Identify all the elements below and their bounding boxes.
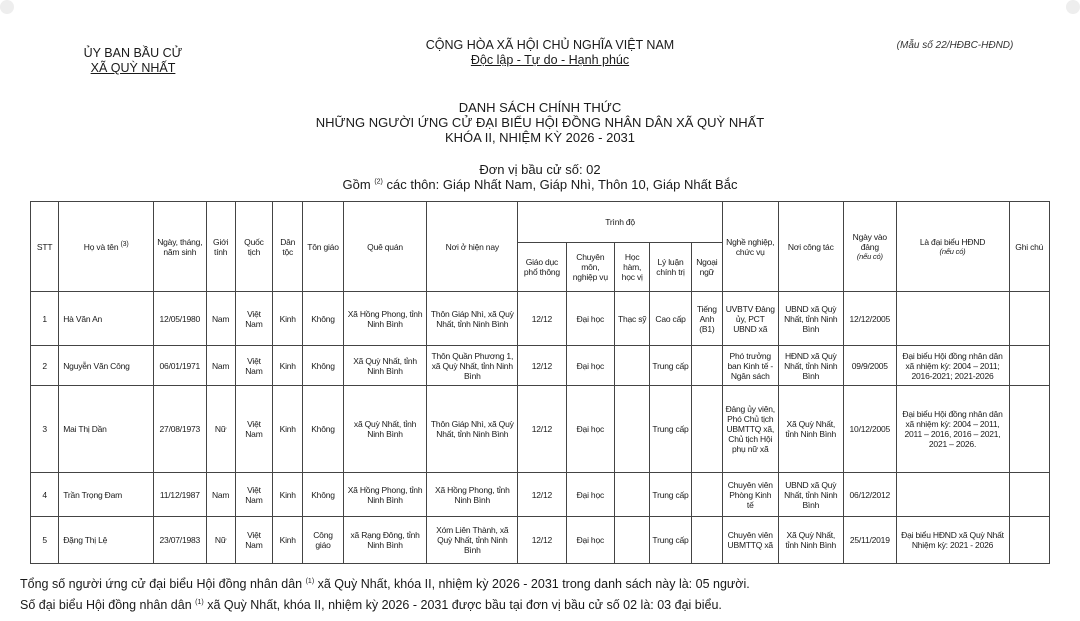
candidate-rows — [31, 292, 1050, 564]
cell-specialty: Đại học — [566, 517, 614, 564]
col-header-party-date — [844, 202, 896, 292]
cell-party-date: 09/9/2005 — [844, 346, 896, 386]
table-row — [31, 292, 1050, 346]
unit-villages — [240, 177, 840, 192]
cell-academic — [615, 346, 650, 386]
cell-political: Cao cấp — [650, 292, 691, 346]
cell-gender: Nữ — [206, 517, 235, 564]
footer2-text-b: xã Quỳ Nhất, khóa II, nhiệm kỳ 2026 - 2031 được bầu tại đơn vị bầu cử số 02 là: 03 đại biểu. — [203, 598, 722, 612]
col-header-specialty: Chuyên môn, nghiệp vụ — [566, 243, 614, 292]
col-header-note: Ghi chú — [1009, 202, 1050, 292]
national-motto: Độc lập - Tự do - Hạnh phúc — [470, 53, 630, 67]
col-header-dob: Ngày, tháng, năm sinh — [154, 202, 206, 292]
cell-hometown: xã Quỳ Nhất, tỉnh Ninh Bình — [343, 386, 427, 473]
cell-dob: 27/08/1973 — [154, 386, 206, 473]
cell-political: Trung cấp — [650, 346, 691, 386]
cell-occupation: Chuyên viên UBMTTQ xã — [723, 517, 778, 564]
cell-delegate: Đại biểu Hội đồng nhân dân xã nhiệm kỳ: 2004 – 2011; 2016-2021; 2021-2026 — [896, 346, 1009, 386]
cell-workplace: UBND xã Quỳ Nhất, tỉnh Ninh Bình — [778, 473, 844, 517]
cell-general-edu: 12/12 — [518, 346, 566, 386]
cell-stt: 5 — [31, 517, 59, 564]
cell-occupation: Phó trưởng ban Kinh tế - Ngân sách — [723, 346, 778, 386]
cell-religion: Không — [303, 473, 343, 517]
cell-note — [1009, 386, 1050, 473]
electoral-unit — [240, 162, 840, 192]
cell-religion: Không — [303, 346, 343, 386]
cell-political: Trung cấp — [650, 473, 691, 517]
table-row — [31, 386, 1050, 473]
col-header-general-edu: Giáo dục phổ thông — [518, 243, 566, 292]
cell-occupation: Đảng ủy viên, Phó Chủ tịch UBMTTQ xã, Chủ tịch Hội phụ nữ xã — [723, 386, 778, 473]
cell-stt: 1 — [31, 292, 59, 346]
col-header-stt: STT — [31, 202, 59, 292]
footer-total-candidates — [20, 577, 750, 592]
col-header-religion: Tôn giáo — [303, 202, 343, 292]
cell-nationality: Việt Nam — [235, 292, 272, 346]
cell-dob: 11/12/1987 — [154, 473, 206, 517]
cell-residence: Thôn Giáp Nhì, xã Quỳ Nhất, tỉnh Ninh Bình — [427, 292, 518, 346]
cell-hometown: Xã Hồng Phong, tỉnh Ninh Bình — [343, 292, 427, 346]
cell-general-edu: 12/12 — [518, 473, 566, 517]
footer1-footnote: (1) — [305, 577, 315, 585]
cell-ethnicity: Kinh — [273, 292, 303, 346]
title-line3: KHÓA II, NHIỆM KỲ 2026 - 2031 — [444, 130, 636, 145]
cell-specialty: Đại học — [566, 386, 614, 473]
issuing-authority — [78, 46, 188, 76]
cell-delegate: Đại biểu HĐND xã Quỳ Nhất Nhiệm kỳ: 2021 - 2026 — [896, 517, 1009, 564]
cell-delegate — [896, 292, 1009, 346]
footer1-text-b: xã Quỳ Nhất, khóa II, nhiệm kỳ 2026 - 2031 trong danh sách này là: 05 người. — [314, 577, 750, 591]
cell-residence: Xóm Liên Thành, xã Quỳ Nhất, tỉnh Ninh Bình — [427, 517, 518, 564]
cell-residence: Xã Hồng Phong, tỉnh Ninh Bình — [427, 473, 518, 517]
cell-foreign-lang — [691, 473, 722, 517]
cell-hometown: xã Rạng Đông, tỉnh Ninh Bình — [343, 517, 427, 564]
unit-villages-list: các thôn: Giáp Nhất Nam, Giáp Nhì, Thôn 10, Giáp Nhất Bắc — [382, 177, 738, 192]
cell-party-date: 10/12/2005 — [844, 386, 896, 473]
cell-gender: Nam — [206, 473, 235, 517]
footer2-footnote: (1) — [195, 598, 204, 606]
nation-name: CỘNG HÒA XÃ HỘI CHỦ NGHĨA VIỆT NAM — [425, 38, 675, 52]
window-corner-right — [1066, 0, 1080, 14]
national-header — [380, 38, 720, 68]
cell-occupation: UVBTV Đảng ủy, PCT UBND xã — [723, 292, 778, 346]
footer-elected-count — [20, 598, 722, 613]
cell-name: Mai Thị Dần — [59, 386, 154, 473]
party-date-label: Ngày vào đảng — [852, 231, 887, 252]
candidate-table — [30, 201, 1050, 564]
unit-footnote-mark: (2) — [374, 178, 383, 186]
table-row — [31, 473, 1050, 517]
col-header-education: Trình độ — [518, 202, 723, 243]
cell-foreign-lang — [691, 517, 722, 564]
title-line2: NHỮNG NGƯỜI ỨNG CỬ ĐẠI BIỂU HỘI ĐỒNG NHÂN DÂN XÃ QUỲ NHẤT — [315, 115, 765, 130]
document-title — [240, 100, 840, 145]
form-number: (Mẫu số 22/HĐBC-HĐND) — [896, 40, 1014, 51]
cell-nationality: Việt Nam — [235, 517, 272, 564]
cell-stt: 4 — [31, 473, 59, 517]
cell-general-edu: 12/12 — [518, 292, 566, 346]
unit-number: Đơn vị bầu cử số: 02 — [479, 162, 601, 177]
cell-name: Đặng Thị Lệ — [59, 517, 154, 564]
cell-dob: 06/01/1971 — [154, 346, 206, 386]
cell-stt: 3 — [31, 386, 59, 473]
col-header-residence: Nơi ở hiện nay — [427, 202, 518, 292]
cell-party-date: 06/12/2012 — [844, 473, 896, 517]
cell-workplace: HĐND xã Quỳ Nhất, tỉnh Ninh Bình — [778, 346, 844, 386]
cell-ethnicity: Kinh — [273, 386, 303, 473]
col-header-hometown: Quê quán — [343, 202, 427, 292]
cell-gender: Nam — [206, 292, 235, 346]
cell-name: Trần Trọng Đam — [59, 473, 154, 517]
cell-delegate: Đại biểu Hội đồng nhân dân xã nhiệm kỳ: 2004 – 2011, 2011 – 2016, 2016 – 2021, 2021 – 2026. — [896, 386, 1009, 473]
cell-academic — [615, 517, 650, 564]
col-header-workplace: Nơi công tác — [778, 202, 844, 292]
cell-academic — [615, 473, 650, 517]
cell-note — [1009, 292, 1050, 346]
cell-name: Hà Văn An — [59, 292, 154, 346]
col-header-ethnicity: Dân tộc — [273, 202, 303, 292]
cell-nationality: Việt Nam — [235, 346, 272, 386]
col-header-academic: Học hàm, học vị — [615, 243, 650, 292]
cell-note — [1009, 346, 1050, 386]
cell-hometown: Xã Hồng Phong, tỉnh Ninh Bình — [343, 473, 427, 517]
col-header-name-label: Họ và tên — [83, 241, 119, 252]
cell-religion: Công giáo — [303, 517, 343, 564]
cell-hometown: Xã Quỳ Nhất, tỉnh Ninh Bình — [343, 346, 427, 386]
cell-nationality: Việt Nam — [235, 386, 272, 473]
cell-specialty: Đại học — [566, 346, 614, 386]
cell-party-date: 25/11/2019 — [844, 517, 896, 564]
cell-foreign-lang — [691, 386, 722, 473]
cell-religion: Không — [303, 292, 343, 346]
cell-workplace: Xã Quỳ Nhất, tỉnh Ninh Bình — [778, 386, 844, 473]
cell-note — [1009, 517, 1050, 564]
cell-occupation: Chuyên viên Phòng Kinh tế — [723, 473, 778, 517]
footer1-text-a: Tổng số người ứng cử đại biểu Hội đồng nhân dân — [20, 577, 303, 591]
cell-dob: 23/07/1983 — [154, 517, 206, 564]
cell-dob: 12/05/1980 — [154, 292, 206, 346]
title-line1: DANH SÁCH CHÍNH THỨC — [458, 100, 622, 115]
table-row — [31, 346, 1050, 386]
party-date-note: (nếu có) — [856, 251, 883, 261]
col-header-occupation: Nghề nghiệp, chức vụ — [723, 202, 778, 292]
cell-party-date: 12/12/2005 — [844, 292, 896, 346]
col-header-name — [59, 202, 154, 292]
delegate-label: Là đại biểu HĐND — [919, 236, 986, 247]
cell-name: Nguyễn Văn Công — [59, 346, 154, 386]
col-header-nationality: Quốc tịch — [235, 202, 272, 292]
cell-political: Trung cấp — [650, 386, 691, 473]
authority-line2: XÃ QUỲ NHẤT — [90, 61, 176, 75]
cell-note — [1009, 473, 1050, 517]
col-header-delegate — [896, 202, 1009, 292]
cell-residence: Thôn Quần Phương 1, xã Quỳ Nhất, tỉnh Ninh Bình — [427, 346, 518, 386]
cell-religion: Không — [303, 386, 343, 473]
cell-residence: Thôn Giáp Nhì, xã Quỳ Nhất, tỉnh Ninh Bình — [427, 386, 518, 473]
unit-prefix: Gồm — [342, 177, 371, 192]
cell-academic — [615, 386, 650, 473]
cell-ethnicity: Kinh — [273, 346, 303, 386]
cell-political: Trung cấp — [650, 517, 691, 564]
col-header-gender: Giới tính — [206, 202, 235, 292]
cell-workplace: Xã Quỳ Nhất, tỉnh Ninh Bình — [778, 517, 844, 564]
delegate-note: (nếu có) — [939, 246, 966, 256]
cell-ethnicity: Kinh — [273, 517, 303, 564]
cell-nationality: Việt Nam — [235, 473, 272, 517]
authority-line1: ỦY BAN BẦU CỬ — [83, 46, 183, 60]
table-row — [31, 517, 1050, 564]
cell-gender: Nam — [206, 346, 235, 386]
cell-stt: 2 — [31, 346, 59, 386]
cell-general-edu: 12/12 — [518, 386, 566, 473]
cell-general-edu: 12/12 — [518, 517, 566, 564]
cell-specialty: Đại học — [566, 473, 614, 517]
cell-ethnicity: Kinh — [273, 473, 303, 517]
col-header-foreign-lang: Ngoại ngữ — [691, 243, 722, 292]
cell-delegate — [896, 473, 1009, 517]
col-header-political: Lý luận chính trị — [650, 243, 691, 292]
cell-gender: Nữ — [206, 386, 235, 473]
footer2-text-a: Số đại biểu Hội đồng nhân dân — [20, 598, 192, 612]
cell-academic: Thạc sỹ — [615, 292, 650, 346]
cell-foreign-lang — [691, 346, 722, 386]
cell-foreign-lang: Tiếng Anh (B1) — [691, 292, 722, 346]
cell-specialty: Đại học — [566, 292, 614, 346]
window-corner-left — [0, 0, 14, 14]
cell-workplace: UBND xã Quỳ Nhất, tỉnh Ninh Bình — [778, 292, 844, 346]
col-header-name-footnote: (3) — [120, 240, 129, 248]
